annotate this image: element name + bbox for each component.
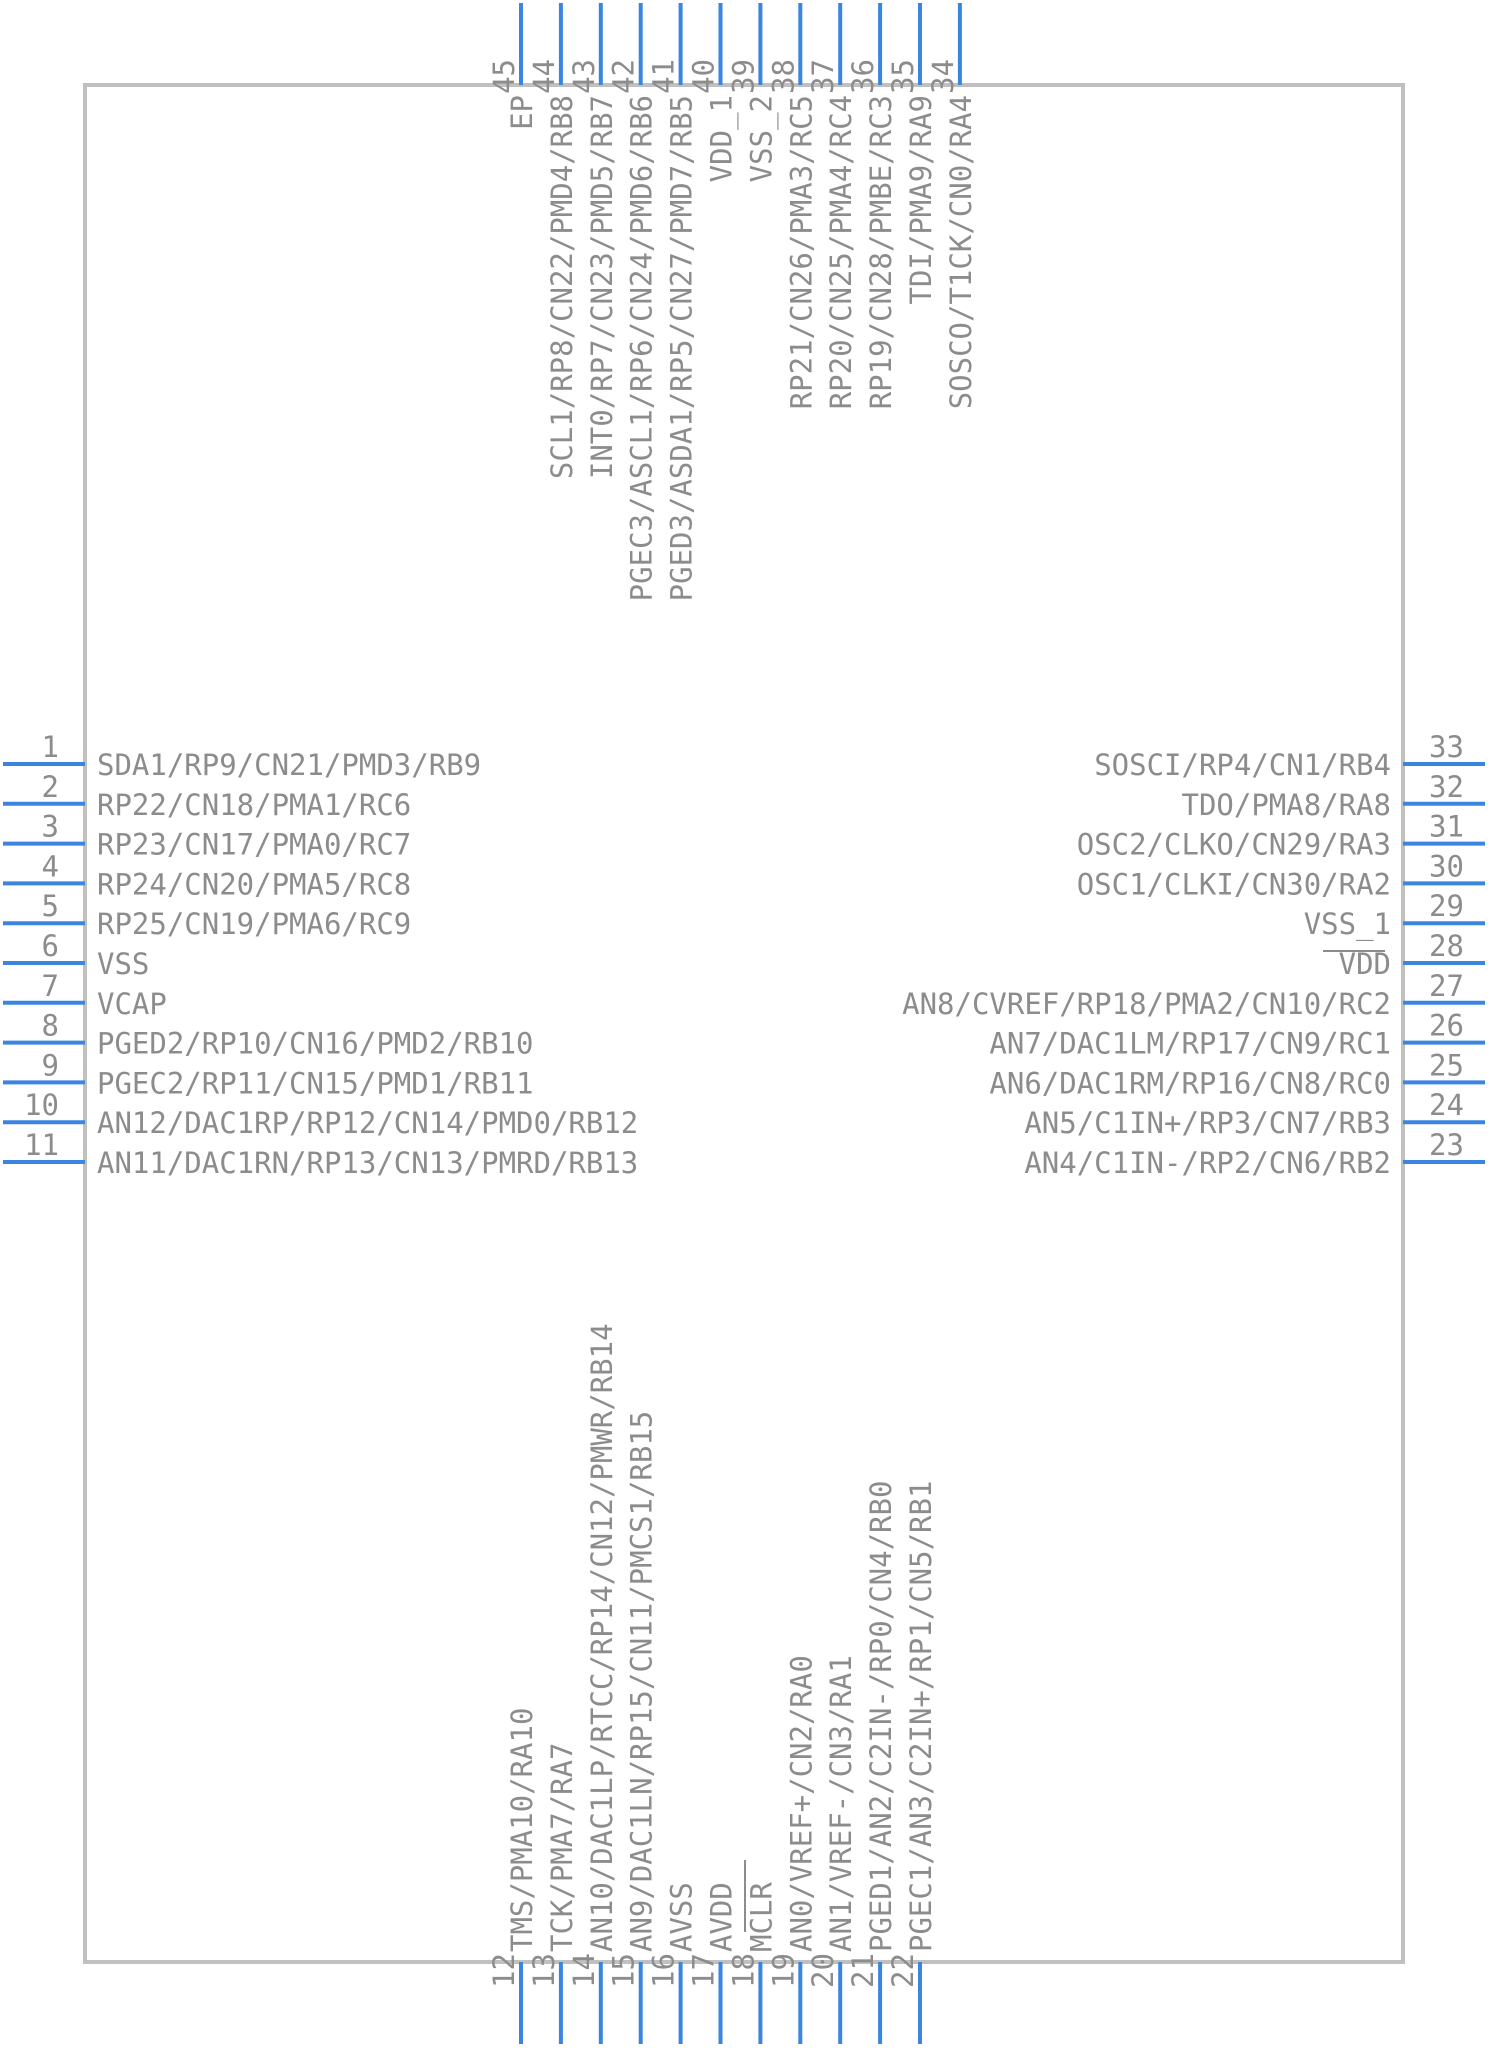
pin-number: 3 — [41, 809, 59, 844]
pin-label: AVSS — [664, 1882, 699, 1952]
pin-label: SDA1/RP9/CN21/PMD3/RB9 — [97, 748, 482, 782]
pin-number: 5 — [41, 889, 59, 924]
pin-number: 9 — [41, 1048, 59, 1083]
pin-number: 4 — [41, 849, 59, 884]
pin-number: 29 — [1429, 889, 1464, 924]
pin-number: 19 — [766, 1953, 801, 1988]
pin-number: 15 — [606, 1953, 641, 1988]
pin-label: VSS — [97, 947, 150, 981]
pin-number: 44 — [526, 59, 561, 94]
pin-number: 10 — [24, 1088, 59, 1123]
pin-label: PGEC3/ASCL1/RP6/CN24/PMD6/RB6 — [624, 95, 659, 602]
pin-number: 6 — [41, 929, 59, 963]
pin-label: EP — [505, 95, 539, 130]
pin-label: OSC1/CLKI/CN30/RA2 — [1076, 867, 1391, 902]
pin-number: 42 — [606, 59, 641, 94]
pin-number: 14 — [566, 1953, 601, 1988]
pin-label: VCAP — [97, 986, 167, 1021]
pin-number: 25 — [1429, 1048, 1464, 1083]
pin-number: 31 — [1429, 809, 1464, 844]
pin-number: 1 — [41, 730, 59, 764]
pin-label: SOSCI/RP4/CN1/RB4 — [1094, 748, 1391, 782]
pin-label: RP21/CN26/PMA3/RC5 — [784, 95, 819, 410]
pin-number: 35 — [886, 59, 920, 94]
pin-number: 36 — [846, 59, 881, 94]
pin-label: AN1/VREF-/CN3/RA1 — [824, 1655, 859, 1952]
pin-number: 16 — [646, 1953, 681, 1988]
pin-label: PGEC2/RP11/CN15/PMD1/RB11 — [97, 1066, 534, 1101]
pin-label: RP24/CN20/PMA5/RC8 — [97, 867, 412, 902]
pin-number: 27 — [1429, 968, 1464, 1003]
pin-label: SCL1/RP8/CN22/PMD4/RB8 — [544, 95, 579, 480]
pin-number: 40 — [686, 59, 721, 94]
pin-number: 21 — [846, 1953, 881, 1988]
pin-number: 18 — [726, 1953, 761, 1988]
pin-label: AN11/DAC1RN/RP13/CN13/PMRD/RB13 — [97, 1146, 639, 1180]
pin-number: 28 — [1429, 929, 1464, 963]
pin-label: TMS/PMA10/RA10 — [505, 1707, 539, 1952]
pin-number: 22 — [886, 1953, 920, 1988]
pin-number: 30 — [1429, 849, 1464, 884]
pin-label: PGED2/RP10/CN16/PMD2/RB10 — [97, 1026, 534, 1061]
pin-label: AVDD — [704, 1882, 739, 1952]
pin-number: 43 — [566, 59, 601, 94]
pin-number: 34 — [925, 59, 960, 94]
pin-label: TCK/PMA7/RA7 — [544, 1742, 579, 1952]
pin-number: 13 — [526, 1953, 561, 1988]
pin-label: AN4/C1IN-/RP2/CN6/RB2 — [1024, 1146, 1391, 1180]
pin-number: 17 — [686, 1953, 721, 1988]
pin-label: INT0/RP7/CN23/PMD5/RB7 — [584, 95, 619, 480]
pin-number: 24 — [1429, 1088, 1464, 1123]
pin-label: AN5/C1IN+/RP3/CN7/RB3 — [1024, 1106, 1391, 1141]
pin-number: 33 — [1429, 730, 1464, 764]
pin-label: AN8/CVREF/RP18/PMA2/CN10/RC2 — [902, 986, 1391, 1021]
pin-label: VDD — [1338, 947, 1391, 981]
pin-number: 23 — [1429, 1128, 1464, 1162]
pin-label: VSS_1 — [1303, 907, 1391, 942]
pin-number: 20 — [806, 1953, 841, 1988]
ic-body-outline — [85, 85, 1403, 1962]
pin-label: RP20/CN25/PMA4/RC4 — [824, 95, 859, 410]
pin-label: AN12/DAC1RP/RP12/CN14/PMD0/RB12 — [97, 1106, 639, 1141]
pin-number: 32 — [1429, 769, 1464, 804]
pin-label: RP25/CN19/PMA6/RC9 — [97, 907, 412, 942]
pin-number: 12 — [487, 1953, 521, 1988]
pin-label: TDO/PMA8/RA8 — [1181, 787, 1391, 822]
pin-number: 45 — [487, 59, 521, 94]
pin-label: SOSCO/T1CK/CN0/RA4 — [943, 95, 978, 410]
pin-number: 26 — [1429, 1008, 1464, 1043]
pin-label: TDI/PMA9/RA9 — [904, 95, 938, 305]
pin-number: 7 — [41, 968, 59, 1003]
pin-number: 37 — [806, 59, 841, 94]
pin-label: AN6/DAC1RM/RP16/CN8/RC0 — [989, 1066, 1391, 1101]
pin-label: VDD_1 — [704, 95, 739, 183]
pin-label: VSS_2 — [744, 95, 779, 183]
pin-label: PGED1/AN2/C2IN-/RP0/CN4/RB0 — [864, 1480, 899, 1952]
pin-label: RP19/CN28/PMBE/RC3 — [864, 95, 899, 410]
pin-label: PGED3/ASDA1/RP5/CN27/PMD7/RB5 — [664, 95, 699, 602]
pin-number: 38 — [766, 59, 801, 94]
pin-label: AN10/DAC1LP/RTCC/RP14/CN12/PMWR/RB14 — [584, 1323, 619, 1952]
pin-label: AN9/DAC1LN/RP15/CN11/PMCS1/RB15 — [624, 1410, 659, 1952]
pin-number: 11 — [24, 1128, 59, 1162]
pin-label: OSC2/CLKO/CN29/RA3 — [1076, 827, 1391, 862]
pin-label: MCLR — [744, 1882, 779, 1952]
pin-label: PGEC1/AN3/C2IN+/RP1/CN5/RB1 — [904, 1480, 938, 1952]
pin-label: RP23/CN17/PMA0/RC7 — [97, 827, 412, 862]
pins-layer — [3, 3, 1485, 2044]
pin-number: 8 — [41, 1008, 59, 1043]
pin-label: AN0/VREF+/CN2/RA0 — [784, 1655, 819, 1952]
pin-number: 2 — [41, 769, 59, 804]
pin-number: 39 — [726, 59, 761, 94]
pin-label: RP22/CN18/PMA1/RC6 — [97, 787, 412, 822]
pin-label: AN7/DAC1LM/RP17/CN9/RC1 — [989, 1026, 1391, 1061]
pin-number: 41 — [646, 59, 681, 94]
